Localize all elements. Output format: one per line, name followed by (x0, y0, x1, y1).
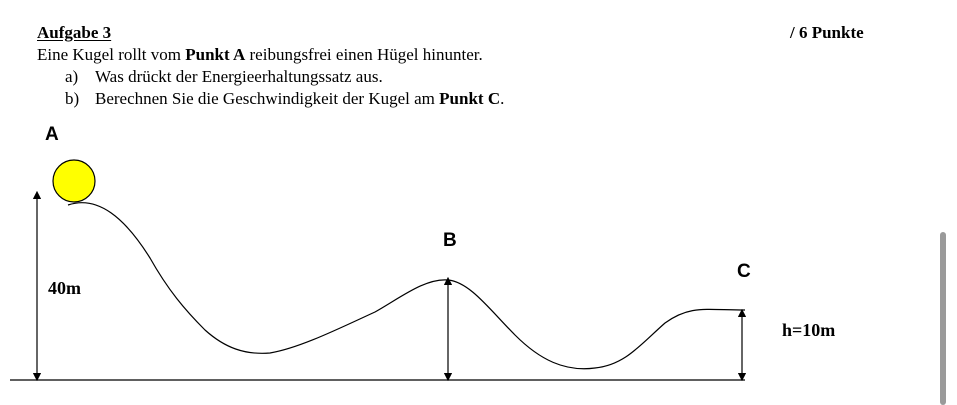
label-point-c: C (737, 261, 751, 282)
label-point-a: A (45, 124, 59, 145)
label-height-10m: h=10m (782, 320, 836, 340)
scrollbar-thumb[interactable] (940, 232, 946, 405)
question-a-text: Was drückt der Energieerhaltungssatz aus. (95, 67, 383, 86)
question-b-end: . (500, 89, 505, 108)
task-title: Aufgabe 3 (37, 23, 112, 42)
ball (53, 160, 95, 202)
intro-text-end: reibungsfrei einen Hügel hinunter. (245, 45, 483, 64)
task-points: / 6 Punkte (790, 23, 864, 42)
hill-curve (68, 203, 745, 369)
intro-point-a: Punkt A (185, 45, 246, 64)
label-point-b: B (443, 230, 457, 251)
question-b-text: Berechnen Sie die Geschwindigkeit der Kugel am (95, 89, 440, 108)
question-b-letter: b) (65, 89, 80, 108)
intro-text-start: Eine Kugel rollt vom (37, 45, 186, 64)
label-height-40m: 40m (48, 278, 81, 298)
question-b-point-c: Punkt C (439, 89, 501, 108)
question-a-letter: a) (65, 67, 79, 86)
